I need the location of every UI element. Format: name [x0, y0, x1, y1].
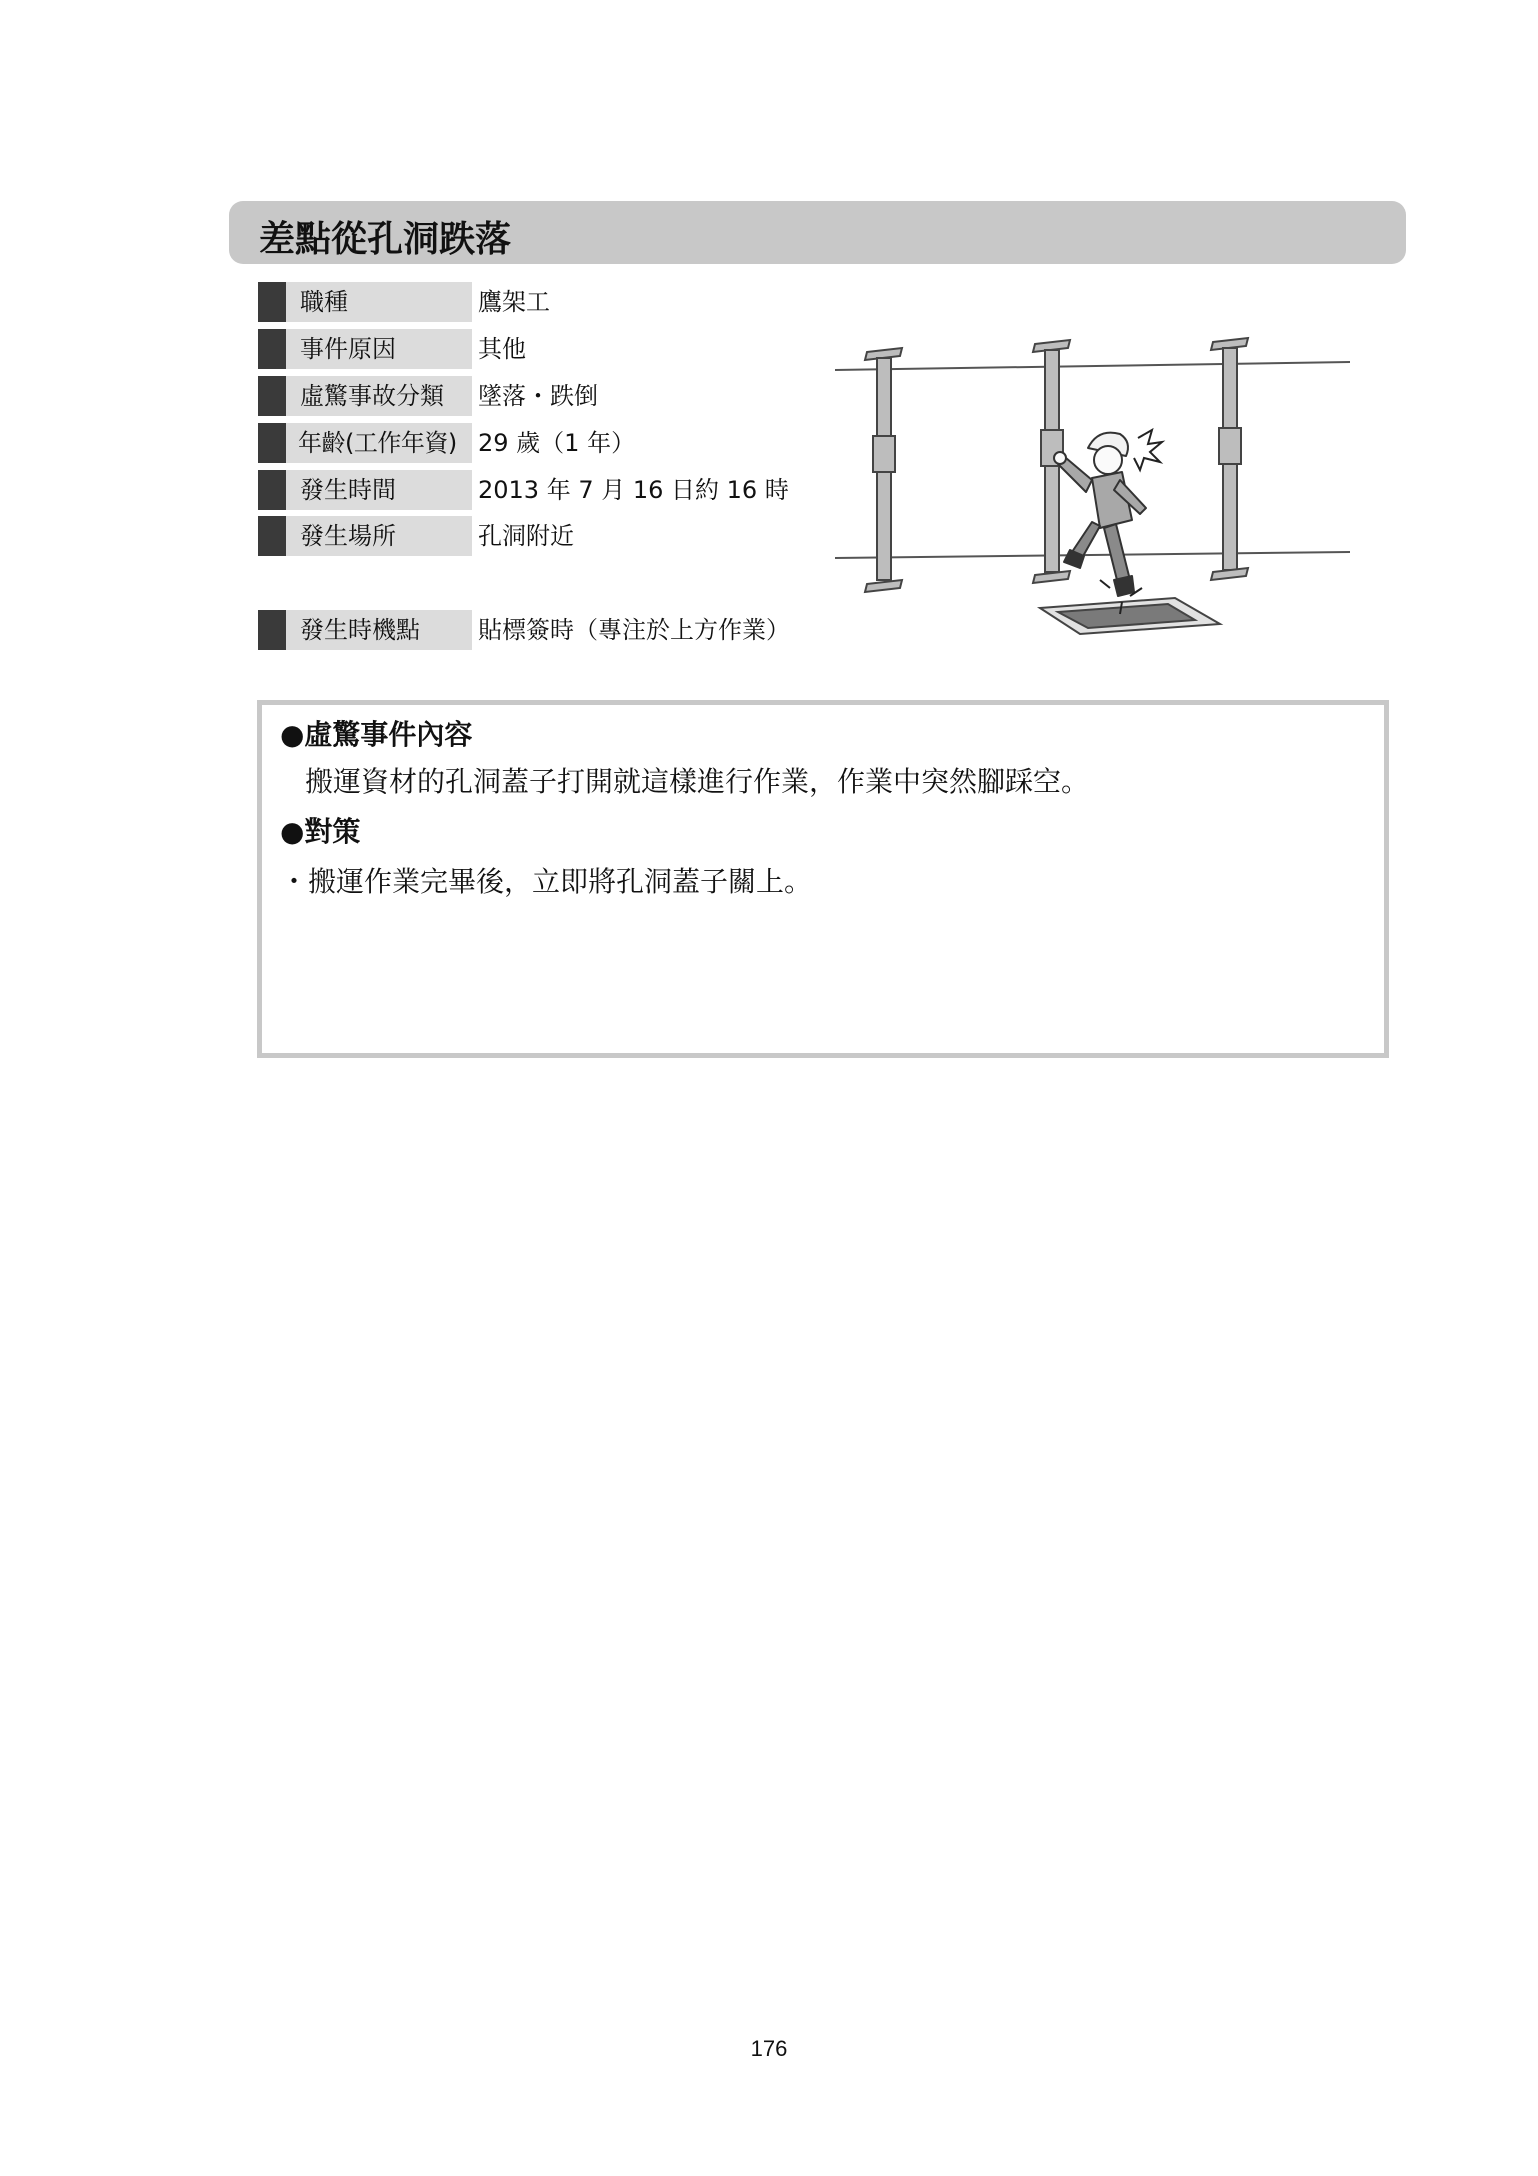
row-value: 墜落・跌倒 [478, 382, 598, 410]
row-marker [258, 610, 286, 650]
row-marker [258, 516, 286, 556]
page-title: 差點從孔洞跌落 [259, 219, 512, 260]
row-label: 虛驚事故分類 [286, 376, 472, 416]
row-label: 發生時間 [286, 470, 472, 510]
row-marker [258, 329, 286, 369]
row-label: 職種 [286, 282, 472, 322]
incident-box [257, 700, 1389, 1058]
row-label: 發生時機點 [286, 610, 472, 650]
countermeasure-text: ・搬運作業完畢後，立即將孔洞蓋子關上。 [280, 865, 813, 898]
row-value: 孔洞附近 [478, 522, 574, 550]
page-number: 176 [750, 2036, 788, 2061]
title-bar [229, 201, 1406, 264]
row-marker [258, 282, 286, 322]
row-value: 其他 [478, 335, 526, 363]
incident-heading: ●虛驚事件內容 [280, 718, 473, 751]
incident-text: 搬運資材的孔洞蓋子打開就這樣進行作業，作業中突然腳踩空。 [305, 765, 1090, 798]
row-marker [258, 376, 286, 416]
worker-falling-illustration [830, 330, 1360, 640]
row-marker [258, 470, 286, 510]
row-label: 事件原因 [286, 329, 472, 369]
row-label: 年齡(工作年資) [286, 423, 472, 463]
row-value: 鷹架工 [478, 288, 550, 316]
row-marker [258, 423, 286, 463]
countermeasure-heading: ●對策 [280, 815, 361, 848]
row-label: 發生場所 [286, 516, 472, 556]
row-value: 貼標簽時（專注於上方作業） [478, 616, 790, 644]
row-value: 29 歲（1 年） [478, 429, 636, 457]
row-value: 2013 年 7 月 16 日約 16 時 [478, 476, 789, 504]
